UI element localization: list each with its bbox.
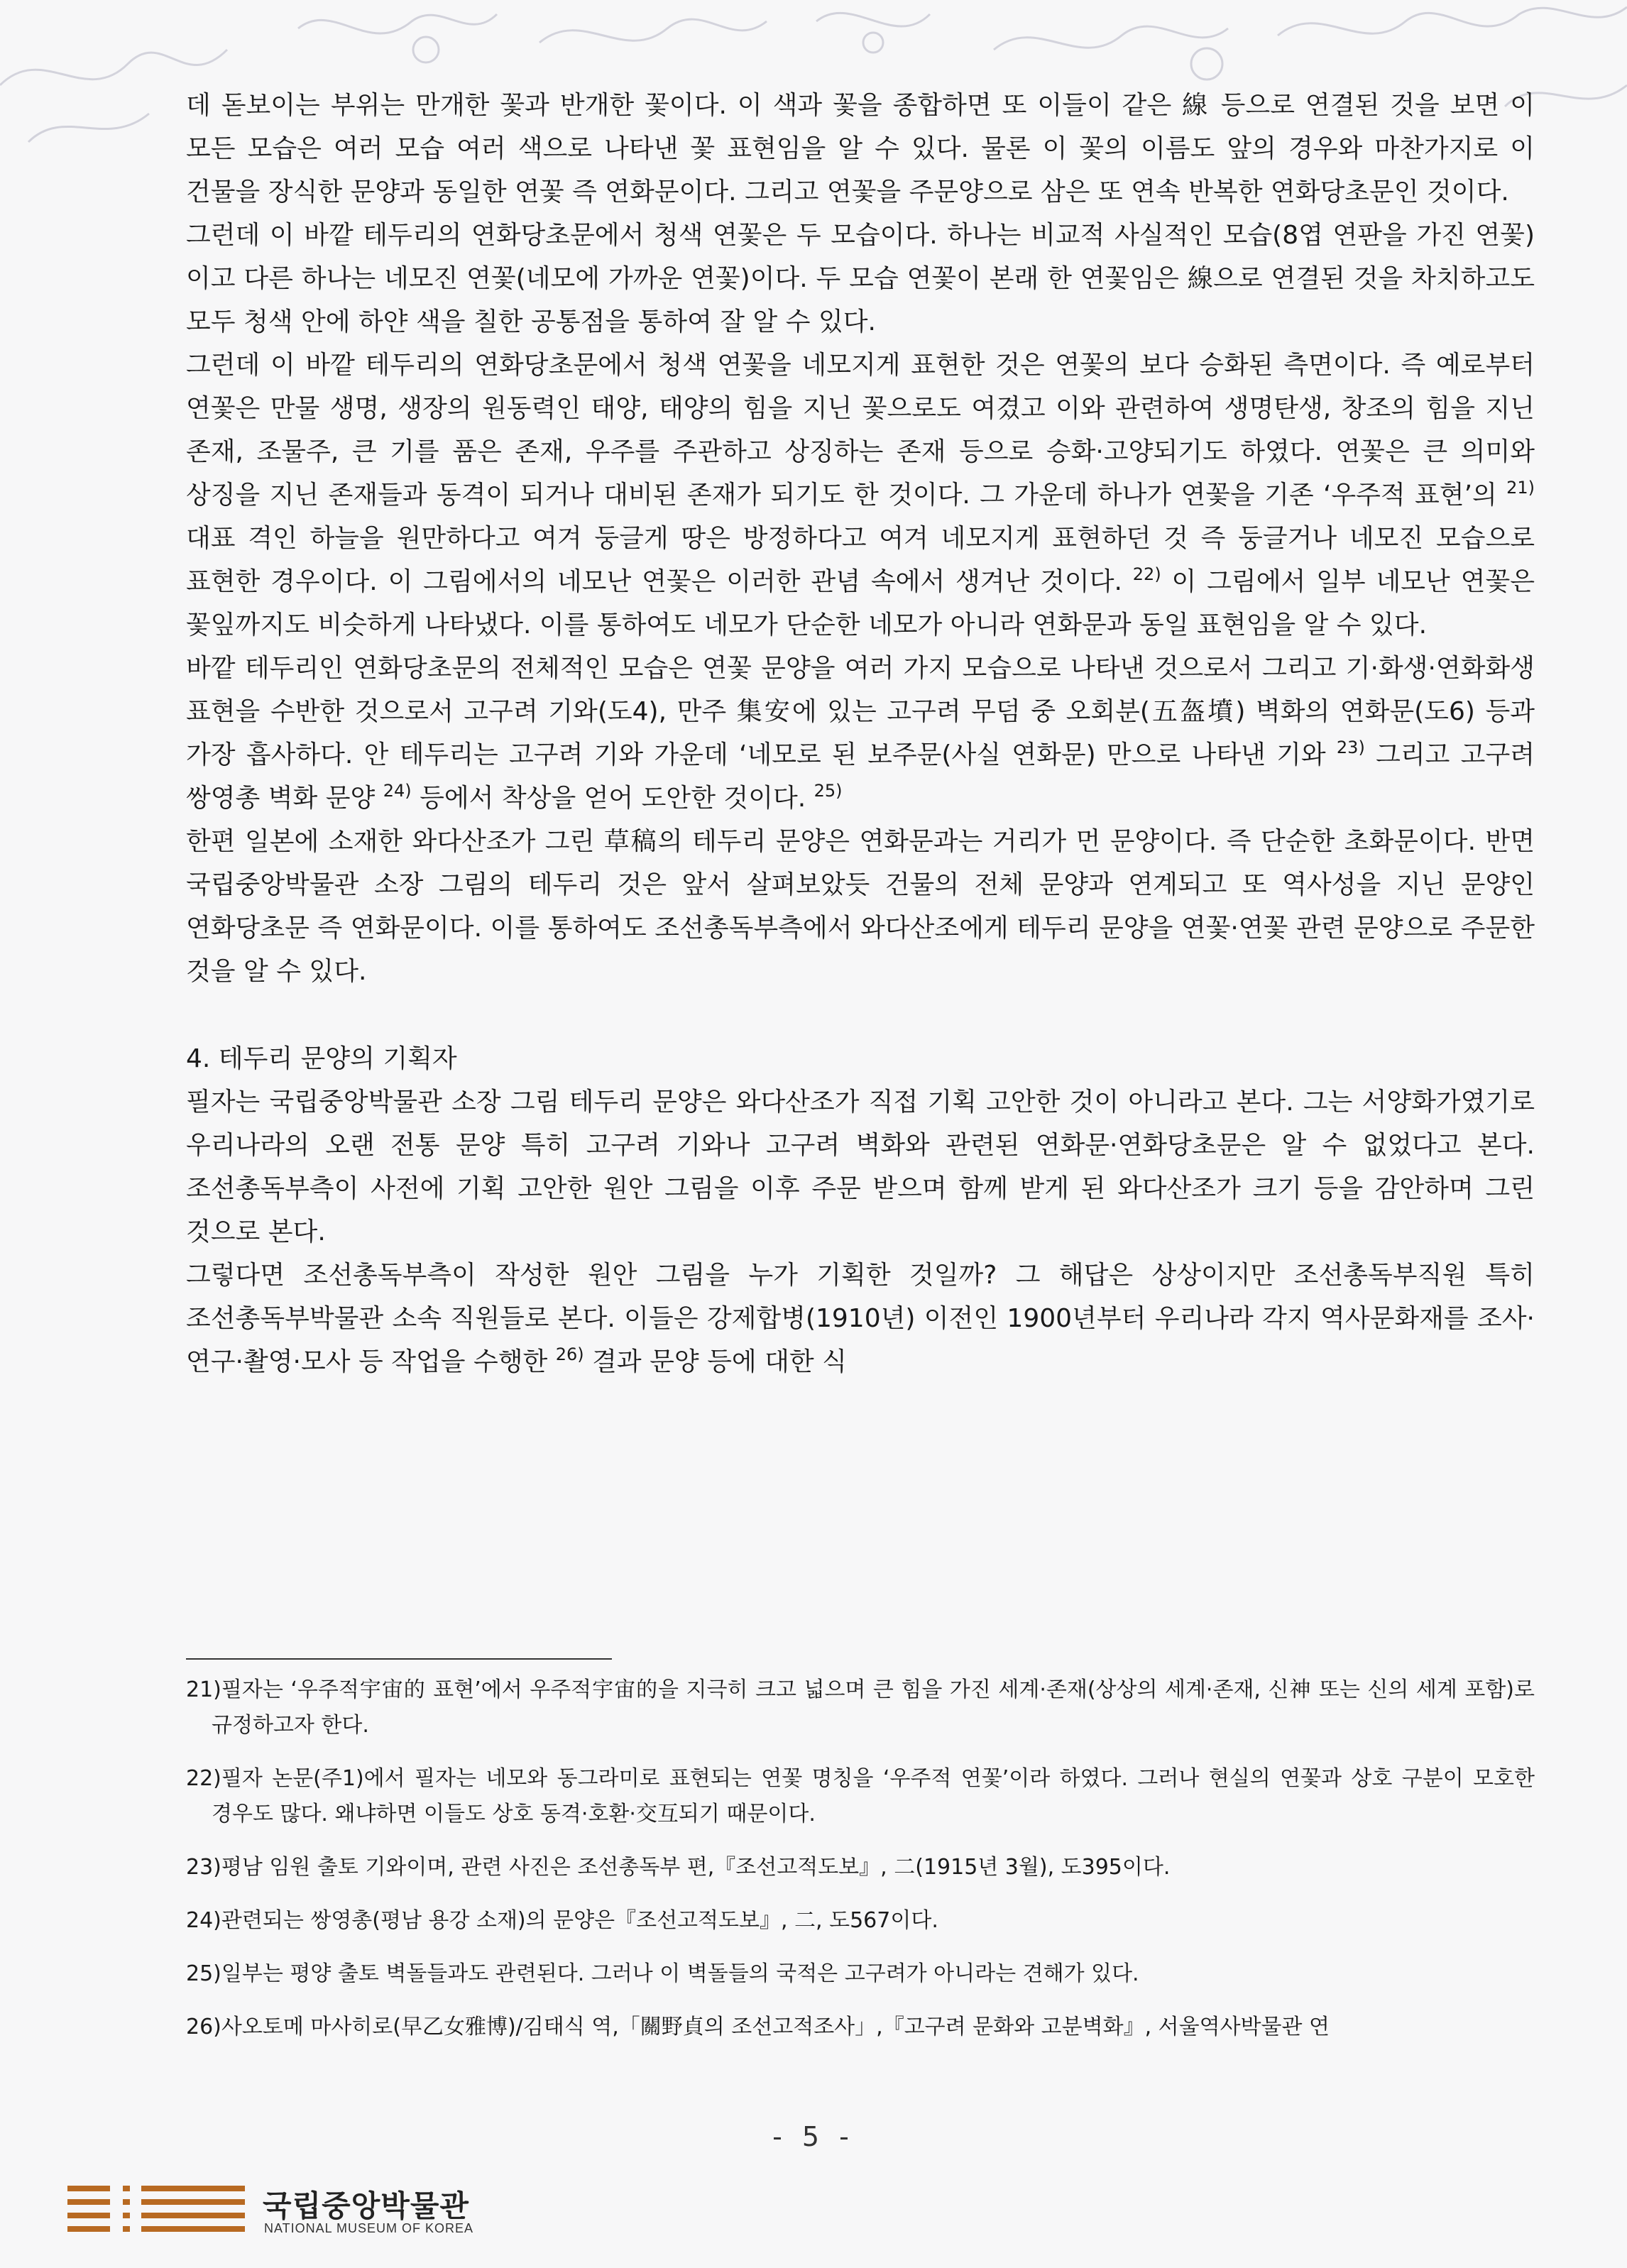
- footnote-divider: [186, 1658, 612, 1660]
- footnote-ref-24[interactable]: 24): [383, 781, 412, 801]
- body-paragraphs: [186, 84, 1535, 1384]
- paragraph-3: 그런데 이 바깥 테두리의 연화당초문에서 청색 연꽃을 네모지게 표현한 것은 연꽃의 보다 승화된 측면이다. 즉 예로부터 연꽃은 만물 생명, 생장의 원동력인 태양, 태양의 힘을 지닌 꽃으로도 여겼고 이와 관련하여 생명탄생, 창조의 힘을 지닌 존재, 조물주, 큰 기를 품은 존재, 우주를 주관하고 상징하는 존재 등으로 승화·고양되기도 하였다. 연꽃은 큰 의미와 상징을 지닌 존재들과 동격이 되거나 대비된 존재가 되기도 한 것이다. 그 가운데 하나가 연꽃을 기존 ‘우주적 표현’의 $^{21)}$ 대표 격인 하늘을 원만하다고 여겨 둥글게 땅은 방정하다고 여겨 네모지게 표현하던 것 즉 둥글거나 네모진 모습으로 표현한 경우이다. 이 그림에서의 네모난 연꽃은 이러한 관념 속에서 생겨난 것이다. $^{22)}$ 이 그림에서 일부 네모난 연꽃은 꽃잎까지도 비슷하게 나타냈다. 이를 통하여도 네모가 단순한 네모가 아니라 연화문과 동일 표현임을 알 수 있다.: [186, 351, 1535, 640]
- page-number: - 5 -: [772, 2121, 855, 2152]
- paragraph-4: 바깥 테두리인 연화당초문의 전체적인 모습은 연꽃 문양을 여러 가지 모습으로 나타낸 것으로서 그리고 기·화생·연화화생 표현을 수반한 것으로서 고구려 기와(도4), 만주 集安에 있는 고구려 무덤 중 오회분(五盔墳) 벽화의 연화문(도6) 등과 가장 흡사하다. 안 테두리는 고구려 기와 가운데 ‘네모로 된 보주문(사실 연화문) 만으로 나타낸 기와 $^{23)}$ 그리고 고구려 쌍영총 벽화 문양 $^{24)}$ 등에서 착상을 얻어 도안한 것이다. $^{25)}$: [186, 654, 1535, 813]
- footnote-ref-25[interactable]: 25): [814, 781, 843, 801]
- document-body: [186, 84, 1535, 1384]
- footnote-21: 21)필자는 ‘우주적宇宙的 표현’에서 우주적宇宙的을 지극히 크고 넓으며 큰 힘을 가진 세계·존재(상상의 세계·존재, 신神 또는 신의 세계 포함)로 규정하고자 한다.: [186, 1677, 1535, 1738]
- museum-logo-icon: [67, 2186, 245, 2233]
- paragraph-1: 데 돋보이는 부위는 만개한 꽃과 반개한 꽃이다. 이 색과 꽃을 종합하면 또 이들이 같은 線 등으로 연결된 것을 보면 이 모든 모습은 여러 모습 여러 색으로 나타낸 꽃 표현임을 알 수 있다. 물론 이 꽃의 이름도 앞의 경우와 마찬가지로 이 건물을 장식한 문양과 동일한 연꽃 즉 연화문이다. 그리고 연꽃을 주문양으로 삼은 또 연속 반복한 연화당초문인 것이다.: [186, 91, 1535, 207]
- footnote-ref-21[interactable]: 21): [1506, 478, 1535, 498]
- section-paragraph-2: 그렇다면 조선총독부측이 작성한 원안 그림을 누가 기획한 것일까? 그 해답은 상상이지만 조선총독부직원 특히 조선총독부박물관 소속 직원들로 본다. 이들은 강제합병(1910년) 이전인 1900년부터 우리나라 각지 역사문화재를 조사·연구·촬영·모사 등 작업을 수행한 $^{26)}$ 결과 문양 등에 대한 식: [186, 1261, 1535, 1376]
- section-paragraph-1: 필자는 국립중앙박물관 소장 그림 테두리 문양은 와다산조가 직접 기획 고안한 것이 아니라고 본다. 그는 서양화가였기로 우리나라의 오랜 전통 문양 특히 고구려 기와나 고구려 벽화와 관련된 연화문·연화당초문은 알 수 없었다고 본다. 조선총독부측이 사전에 기획 고안한 원안 그림을 이후 주문 받으며 함께 받게 된 와다산조가 크기 등을 감안하며 그린 것으로 본다.: [186, 1088, 1535, 1247]
- paragraph-2: 그런데 이 바깥 테두리의 연화당초문에서 청색 연꽃은 두 모습이다. 하나는 비교적 사실적인 모습(8엽 연판을 가진 연꽃)이고 다른 하나는 네모진 연꽃(네모에 가까운 연꽃)이다. 두 모습 연꽃이 본래 한 연꽃임은 線으로 연결된 것을 차치하고도 모두 청색 안에 하얀 색을 칠한 공통점을 통하여 잘 알 수 있다.: [186, 221, 1535, 336]
- section-heading: 4. 테두리 문양의 기획자: [186, 1044, 457, 1073]
- footnote-25: 25)일부는 평양 출토 벽돌들과도 관련된다. 그러나 이 벽돌들의 국적은 고구려가 아니라는 견해가 있다.: [186, 1961, 1139, 1986]
- footnotes: [186, 1672, 1535, 2063]
- footnote-ref-23[interactable]: 23): [1336, 738, 1365, 757]
- footnote-24: 24)관련되는 쌍영총(평남 용강 소재)의 문양은『조선고적도보』, 二, 도567이다.: [186, 1908, 938, 1933]
- museum-name-english: NATIONAL MUSEUM OF KOREA: [264, 2221, 474, 2235]
- footnote-22: 22)필자 논문(주1)에서 필자는 네모와 동그라미로 표현되는 연꽃 명칭을 ‘우주적 연꽃’이라 하였다. 그러나 현실의 연꽃과 상호 구분이 모호한 경우도 많다. 왜냐하면 이들도 상호 동격·호환·交互되기 때문이다.: [186, 1766, 1535, 1826]
- footnote-ref-22[interactable]: 22): [1132, 564, 1161, 584]
- footnote-ref-26[interactable]: 26): [555, 1344, 584, 1364]
- paragraph-5: 한편 일본에 소재한 와다산조가 그린 草稿의 테두리 문양은 연화문과는 거리가 먼 문양이다. 즉 단순한 초화문이다. 반면 국립중앙박물관 소장 그림의 테두리 것은 앞서 살펴보았듯 건물의 전체 문양과 연계되고 또 역사성을 지닌 문양인 연화당초문 즉 연화문이다. 이를 통하여도 조선총독부측에서 와다산조에게 테두리 문양을 연꽃·연꽃 관련 문양으로 주문한 것을 알 수 있다.: [186, 827, 1535, 986]
- museum-name-korean: 국립중앙박물관: [263, 2188, 470, 2223]
- footnote-23: 23)평남 임원 출토 기와이며, 관련 사진은 조선총독부 편,『조선고적도보』, 二(1915년 3월), 도395이다.: [186, 1855, 1171, 1880]
- footnote-26: 26)사오토메 마사히로(早乙女雅博)/김태식 역,「關野貞의 조선고적조사」,『고구려 문화와 고분벽화』, 서울역사박물관 연: [186, 2015, 1330, 2039]
